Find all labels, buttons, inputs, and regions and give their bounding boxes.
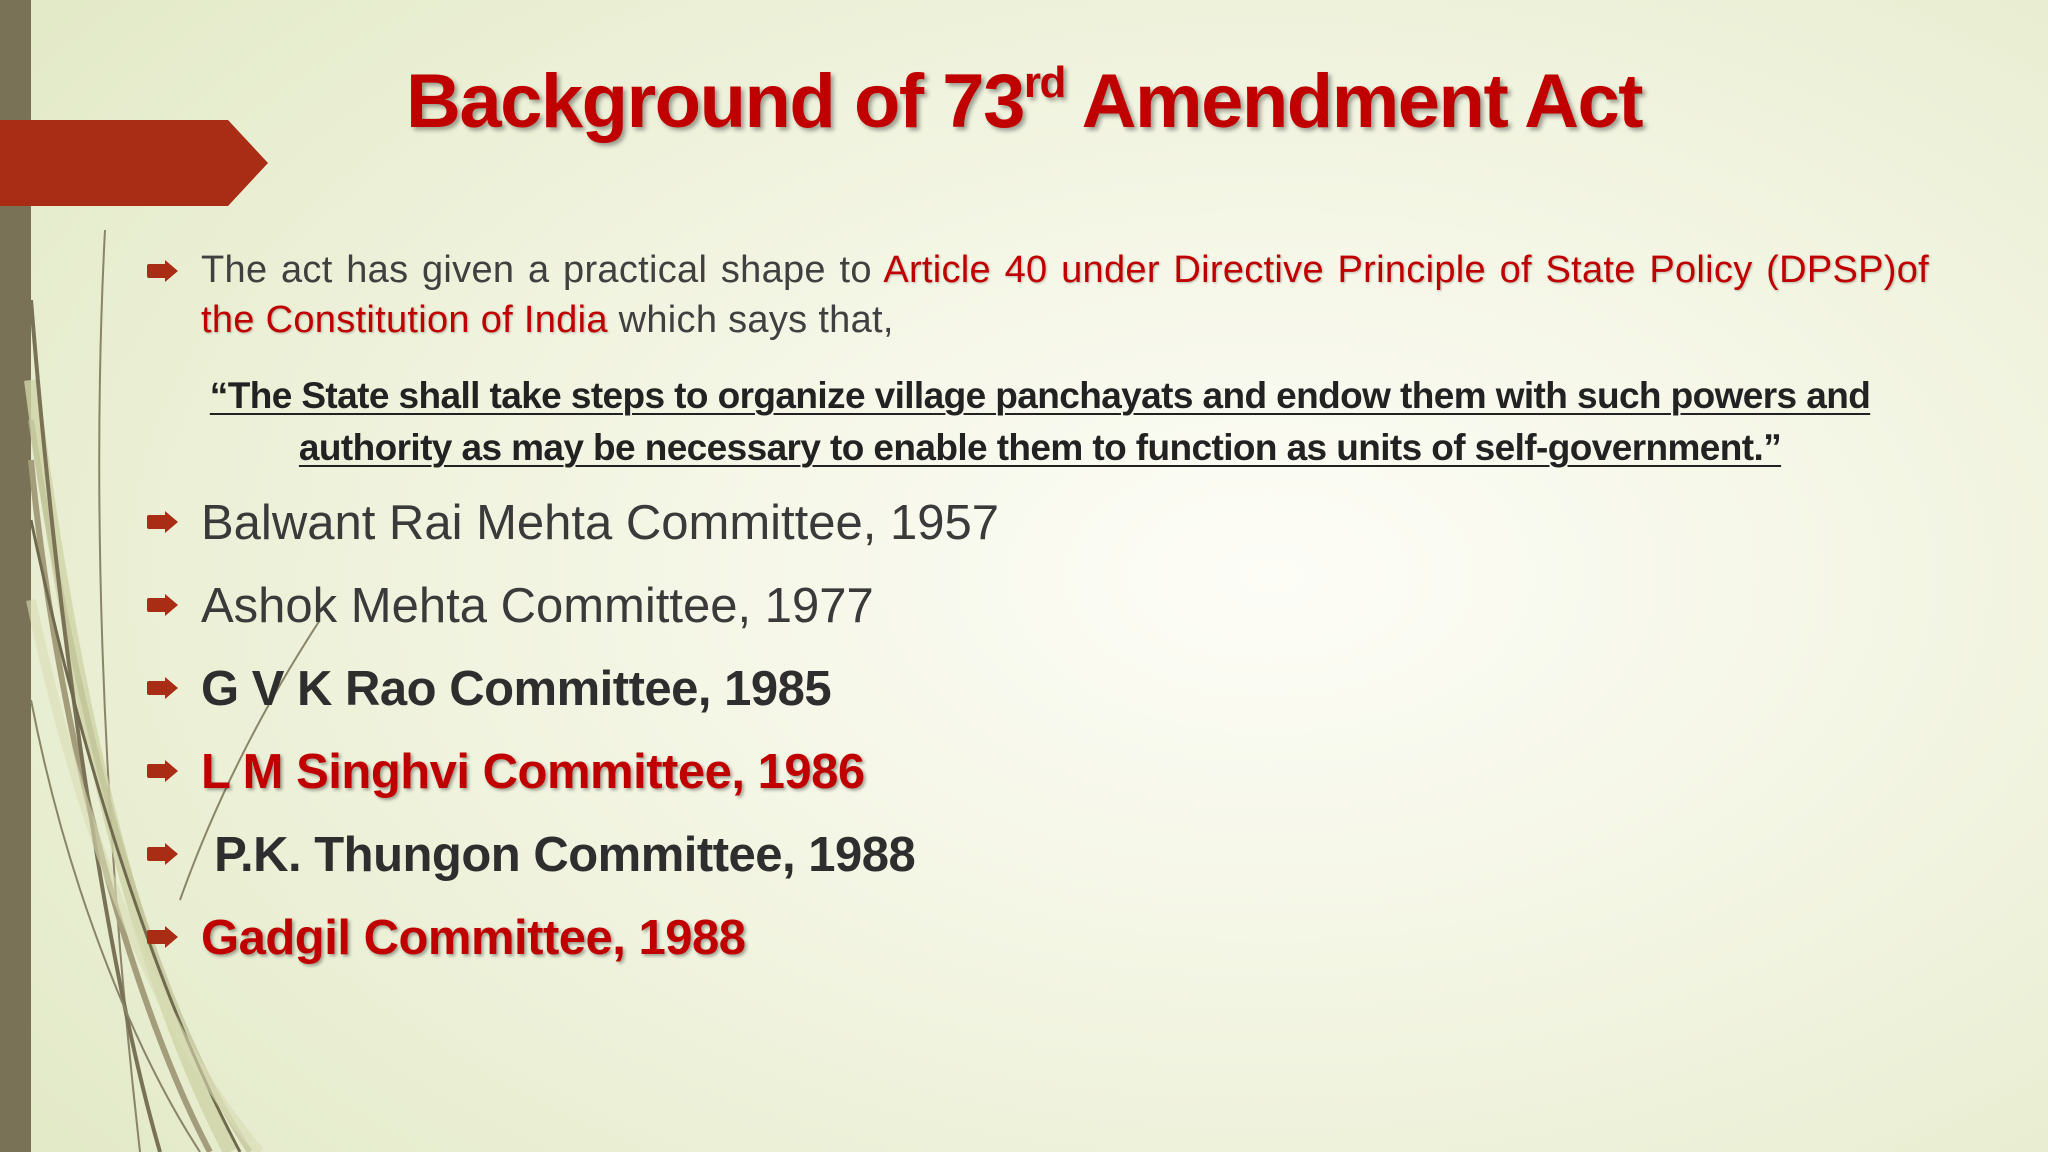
title-text-end: Amendment Act — [1064, 59, 1643, 144]
committee-item: Balwant Rai Mehta Committee, 1957 — [201, 496, 999, 550]
arrow-right-icon — [145, 510, 179, 534]
intro-text-after: which says that, — [607, 299, 894, 341]
arrow-right-icon — [145, 842, 179, 866]
committee-item: L M Singhvi Committee, 1986 — [201, 745, 865, 799]
committee-item: P.K. Thungon Committee, 1988 — [201, 828, 916, 882]
committee-item: Ashok Mehta Committee, 1977 — [201, 579, 874, 633]
arrow-right-icon — [145, 259, 179, 283]
intro-text: The act has given a practical shape to — [201, 249, 884, 291]
committee-item: Gadgil Committee, 1988 — [201, 911, 746, 965]
title-text: Background of 73 — [405, 59, 1024, 144]
arrow-right-icon — [145, 676, 179, 700]
arrow-right-icon — [145, 925, 179, 949]
article-40-highlight: Article 40 under Directive Principle of State Policy (DPSP)of the Constitution of India — [201, 249, 1929, 341]
arrow-right-icon — [145, 593, 179, 617]
article-40-quote: “The State shall take steps to organize village panchayats and endow them with such powers and authority as may be necessary to enable them to function as units of self-government.” — [209, 375, 1871, 468]
title-superscript: rd — [1023, 58, 1065, 107]
arrow-right-icon — [145, 759, 179, 783]
intro-paragraph — [201, 245, 1929, 345]
committee-item: G V K Rao Committee, 1985 — [201, 662, 832, 716]
slide-title — [0, 56, 2048, 147]
